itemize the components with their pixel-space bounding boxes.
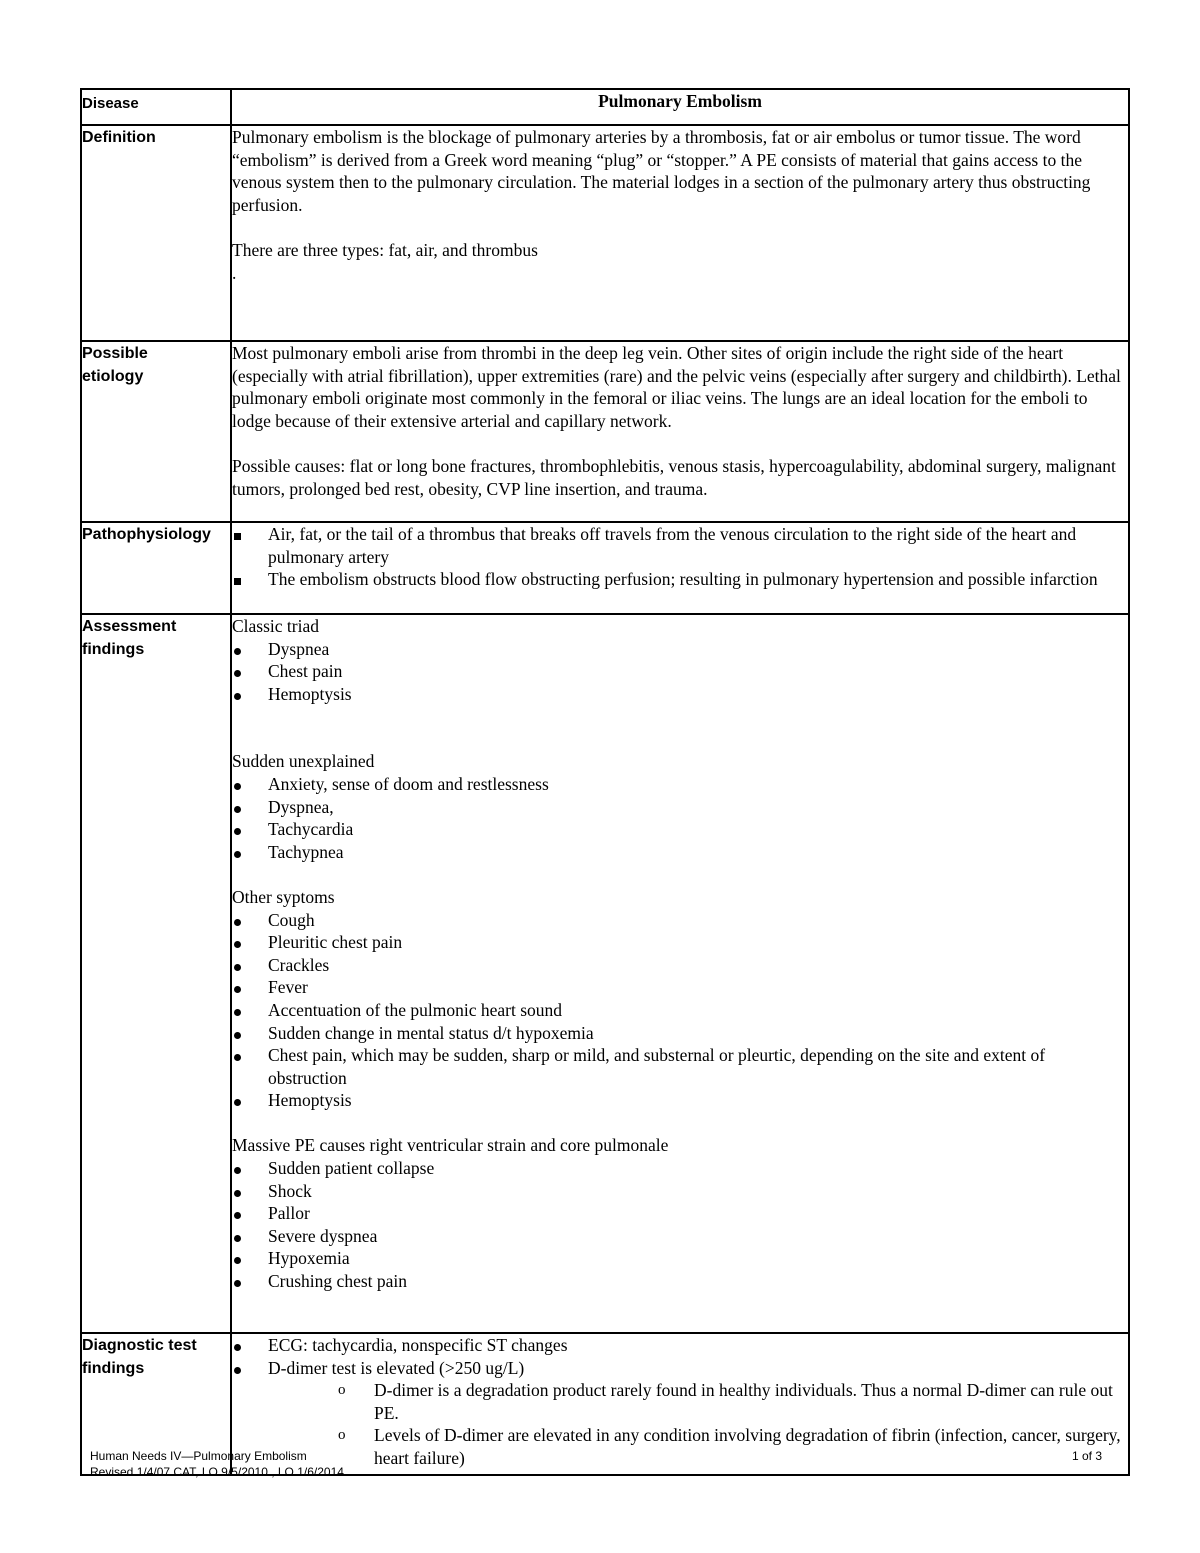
diagnostic-label-line2: findings: [82, 1360, 145, 1377]
list-item: [232, 660, 1128, 683]
bullet-icon: [234, 796, 254, 819]
list-item: [232, 1270, 1128, 1293]
list-item-text: The embolism obstructs blood flow obstructing perfusion; resulting in pulmonary hypertension and possible infarction: [268, 569, 1098, 590]
triad-list: [232, 638, 1128, 706]
bullet-icon: [234, 909, 254, 932]
bullet-icon: [234, 1225, 254, 1248]
bullet-icon: [234, 1202, 254, 1225]
bullet-icon: [234, 1044, 254, 1067]
list-item-text: Chest pain: [268, 661, 343, 682]
list-item: [232, 638, 1128, 661]
list-item-text: Crushing chest pain: [268, 1271, 408, 1292]
etiology-label-line2: etiology: [82, 368, 144, 385]
etiology-label-line1: Possible: [82, 345, 148, 362]
assessment-label-line1: Assessment: [82, 618, 177, 635]
bullet-icon: [234, 841, 254, 864]
etiology-row: [81, 341, 1129, 522]
list-item: [232, 1202, 1128, 1225]
bullet-icon: [234, 1089, 254, 1112]
list-item-text: Accentuation of the pulmonic heart sound: [268, 999, 563, 1020]
definition-text: Pulmonary embolism is the blockage of pulmonary arteries by a thrombosis, fat or air embolus or tumor tissue. The word “embolism” is derived from a Greek word meaning “plug” or “stopper.” A PE consists of material that gains access to the venous system then to the pulmonary circulation. The material lodges in a section of the pulmonary artery thus obstructing perfusion.: [232, 127, 1091, 215]
triad-heading: Classic triad: [232, 616, 319, 636]
pathophysiology-list: [232, 523, 1128, 591]
list-item-text: Air, fat, or the tail of a thrombus that breaks off travels from the venous circulation to the right side of the heart and pulmonary artery: [268, 524, 1077, 567]
list-item-text: Sudden change in mental status d/t hypoxemia: [268, 1022, 594, 1043]
circle-bullet-icon: o: [338, 1427, 346, 1444]
massive-heading: Massive PE causes right ventricular strain and core pulmonale: [232, 1135, 669, 1156]
assessment-label-line2: findings: [82, 641, 145, 658]
list-item-text: Shock: [268, 1180, 312, 1201]
definition-trailing: .: [232, 262, 237, 283]
bullet-icon: [234, 683, 254, 706]
list-item-text: Fever: [268, 977, 308, 998]
bullet-icon: [234, 1022, 254, 1045]
list-item: [232, 931, 1128, 954]
list-item-text: Hemoptysis: [268, 683, 352, 704]
list-item: [232, 841, 1128, 864]
circle-bullet-icon: o: [338, 1382, 346, 1399]
sudden-list: [232, 773, 1128, 863]
bullet-icon: [234, 1247, 254, 1270]
list-item-text: D-dimer test is elevated (>250 ug/L): [268, 1357, 525, 1378]
bullet-icon: [234, 999, 254, 1022]
list-item: [232, 1044, 1128, 1089]
list-item-text: Cough: [268, 909, 315, 930]
bullet-icon: [234, 773, 254, 796]
list-item: [232, 1089, 1128, 1112]
list-item: [232, 523, 1128, 568]
list-item: [232, 1225, 1128, 1248]
bullet-icon: [234, 660, 254, 683]
list-item: [232, 954, 1128, 977]
bullet-icon: [234, 976, 254, 999]
definition-row: [81, 125, 1129, 341]
definition-label: Definition: [81, 125, 231, 341]
list-item: [232, 1022, 1128, 1045]
bullet-icon: [234, 1357, 254, 1380]
bullet-icon: [234, 818, 254, 841]
list-item-text: Tachycardia: [268, 819, 354, 840]
list-item: [232, 1157, 1128, 1180]
list-item-text: Severe dyspnea: [268, 1225, 378, 1246]
bullet-icon: [234, 931, 254, 954]
list-item: [232, 909, 1128, 932]
square-bullet-icon: [234, 523, 254, 546]
list-item-text: Anxiety, sense of doom and restlessness: [268, 773, 549, 794]
page-title: Pulmonary Embolism: [231, 89, 1129, 125]
sub-list-item: [338, 1379, 1128, 1424]
list-item-text: Chest pain, which may be sudden, sharp or mild, and substernal or pleurtic, depending on the site and extent of obstruction: [268, 1045, 1046, 1088]
list-item: [232, 1334, 1128, 1357]
list-item-text: Hypoxemia: [268, 1248, 350, 1269]
sudden-heading: Sudden unexplained: [232, 751, 375, 772]
bullet-icon: [234, 954, 254, 977]
list-item: [232, 818, 1128, 841]
diagnostic-label-line1: Diagnostic test: [82, 1337, 197, 1354]
disease-label: Disease: [81, 89, 231, 125]
assessment-content: [231, 614, 1129, 1333]
list-item-text: ECG: tachycardia, nonspecific ST changes: [268, 1335, 568, 1355]
page-footer: [90, 1448, 1102, 1480]
list-item-text: Tachypnea: [268, 841, 344, 862]
disease-row: [81, 89, 1129, 125]
etiology-text: Most pulmonary emboli arise from thrombi in the deep leg vein. Other sites of origin include the right side of the heart (especially with atrial fibrillation), upper extremities (rare) and the pelvic veins (especially after surgery and childbirth). Lethal pulmonary emboli originate most commonly in the femoral or iliac veins. The lungs are an ideal location for the emboli to lodge because of their extensive arterial and capillary network.: [232, 343, 1121, 431]
list-item-text: Dyspnea,: [268, 796, 334, 817]
list-item-text: Pallor: [268, 1203, 310, 1224]
list-item-text: Pleuritic chest pain: [268, 932, 403, 953]
square-bullet-icon: [234, 568, 254, 591]
footer-title: Human Needs IV—Pulmonary Embolism: [90, 1449, 307, 1463]
definition-content: [231, 125, 1129, 341]
list-item-text: D-dimer is a degradation product rarely found in healthy individuals. Thus a normal D-dimer can rule out PE.: [374, 1380, 1113, 1423]
footer-revised: Revised 1/4/07 CAT, LO 9/5/2010 , LO 1/6/2014: [90, 1465, 344, 1479]
list-item: [232, 796, 1128, 819]
pathophysiology-content: [231, 522, 1129, 614]
disease-table: [80, 88, 1130, 1476]
list-item-text: Levels of D-dimer are elevated in any condition involving degradation of fibrin (infection, cancer, surgery, heart failure): [374, 1425, 1121, 1468]
list-item: [232, 1247, 1128, 1270]
bullet-icon: [234, 1270, 254, 1293]
etiology-causes: Possible causes: flat or long bone fractures, thrombophlebitis, venous stasis, hypercoagulability, abdominal surgery, malignant tumors, prolonged bed rest, obesity, CVP line insertion, and trauma.: [232, 455, 1116, 499]
list-item-text: Sudden patient collapse: [268, 1158, 435, 1179]
assessment-label: [81, 614, 231, 1333]
etiology-label: [81, 341, 231, 522]
other-heading: Other syptoms: [232, 886, 335, 907]
list-item-text: Hemoptysis: [268, 1090, 352, 1111]
list-item-text: Dyspnea: [268, 638, 330, 659]
assessment-row: [81, 614, 1129, 1333]
massive-list: [232, 1157, 1128, 1293]
etiology-content: [231, 341, 1129, 522]
list-item-text: Crackles: [268, 954, 330, 975]
bullet-icon: [234, 1180, 254, 1203]
list-item: [232, 568, 1128, 591]
list-item: [232, 773, 1128, 796]
list-item: [232, 999, 1128, 1022]
bullet-icon: [234, 1157, 254, 1180]
list-item: [232, 976, 1128, 999]
bullet-icon: [234, 638, 254, 661]
other-list: [232, 909, 1128, 1112]
bullet-icon: [234, 1334, 254, 1357]
list-item: [232, 683, 1128, 706]
pathophysiology-label: Pathophysiology: [81, 522, 231, 614]
list-item: [232, 1180, 1128, 1203]
definition-types: There are three types: fat, air, and thrombus: [232, 239, 538, 260]
page-number: 1 of 3: [1071, 1449, 1102, 1463]
pathophysiology-row: [81, 522, 1129, 614]
